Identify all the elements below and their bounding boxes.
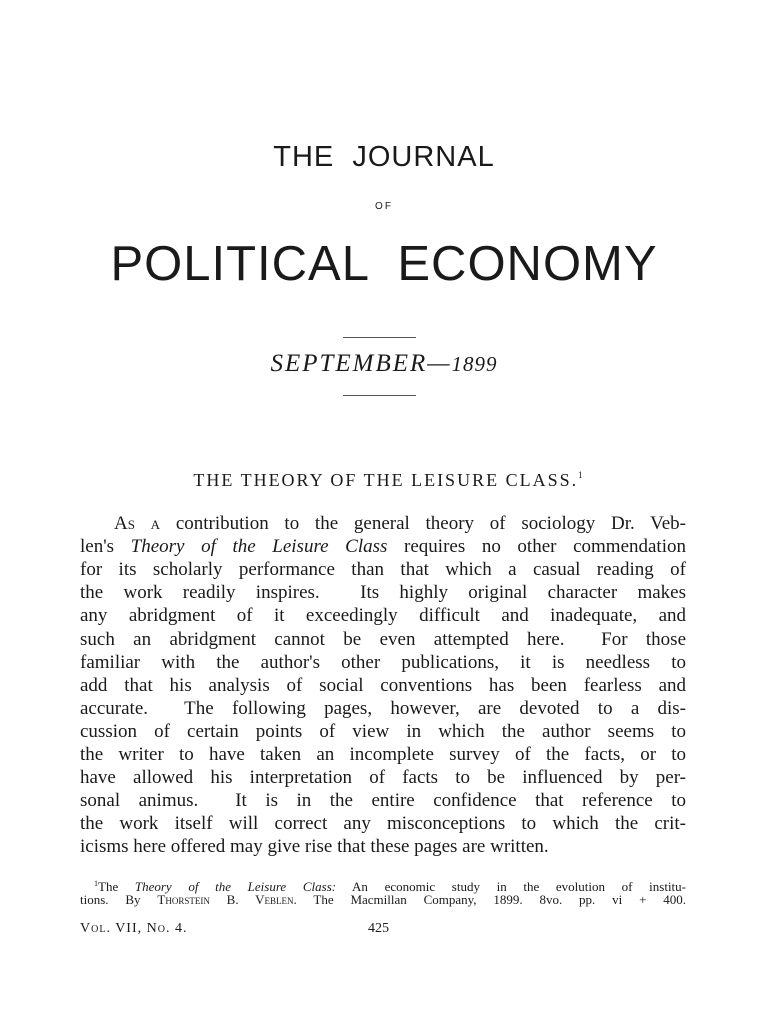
footnote-mark: 1 [94,879,98,888]
page-number: 425 [368,921,389,936]
body-line [80,629,686,651]
body-text: contribution to the general theory of sociology Dr. Veb- [175,513,686,534]
body-text: such an abridgment cannot be even attempted here. For those [80,628,686,650]
body-text: len's [80,536,131,558]
body-text: the work itself will correct any misconceptions to which the crit- [80,813,686,835]
issue-year: 1899 [451,352,498,376]
divider-top [343,337,416,338]
journal-heading: THE JOURNAL [273,141,495,173]
body-text: the work readily inspires. Its highly original character makes [80,582,686,604]
body-text: icisms here offered may give rise that these pages are written. [80,836,549,858]
body-text: the writer to have taken an incomplete survey of the facts, or to [80,744,686,765]
footnote-text-2a: tions. By [80,892,158,907]
body-text [114,513,686,534]
body-line [80,767,686,789]
body-line [80,652,686,674]
divider-bottom [343,395,416,396]
body-text: have allowed his interpretation of facts to be influenced by per- [80,767,686,789]
body-text: familiar with the author's other publications, it is needless to [80,651,686,673]
footnote-text-2b: The Macmillan Company, 1899. 8vo. pp. vi + 400. [296,892,686,907]
footnote-text-1b: An economic study in the evolution of institu- [336,879,687,894]
footnote-reference: 1 [578,470,585,480]
body-line [80,559,686,581]
issue-month: SEPTEMBER— [270,350,452,377]
body-line [80,536,686,558]
body-line [80,605,686,627]
body-text: add that his analysis of social conventions has been fearless and [80,674,686,696]
body-text: accurate. The following pages, however, are devoted to a dis- [80,697,686,719]
body-text: for its scholarly performance than that which a casual reading of [80,559,686,581]
body-text: requires no other commendation [387,536,686,558]
body-text: any abridgment of it exceedingly difficult and inadequate, and [80,605,686,627]
article-title [0,470,768,491]
body-line [80,790,686,812]
opening-words: As a [114,513,176,534]
footnote-author: Thorstein B. Veblen. [157,892,297,907]
journal-heading-of: OF [375,201,393,212]
body-line [80,721,686,743]
footnote-line-2 [80,892,686,908]
book-title: Theory of the Leisure Class [130,536,388,558]
body-line [80,675,686,697]
footnote-book-title: Theory of the Leisure Class: [134,879,337,894]
issue-date [0,350,768,378]
body-line [80,744,686,766]
body-text: cussion of certain points of view in which the author seems to [80,720,686,742]
body-line [80,813,686,835]
body-line [80,582,686,604]
body-line [114,513,686,535]
journal-title: POLITICAL ECONOMY [110,237,658,291]
article-title-text: THE THEORY OF THE LEISURE CLASS. [193,470,579,490]
footnote-text-1a: The [98,879,135,894]
volume-issue: Vol. VII, No. 4. [80,921,188,936]
body-text: sonal animus. It is in the entire confidence that reference to [80,790,686,812]
body-line [80,836,686,858]
body-line [80,698,686,720]
